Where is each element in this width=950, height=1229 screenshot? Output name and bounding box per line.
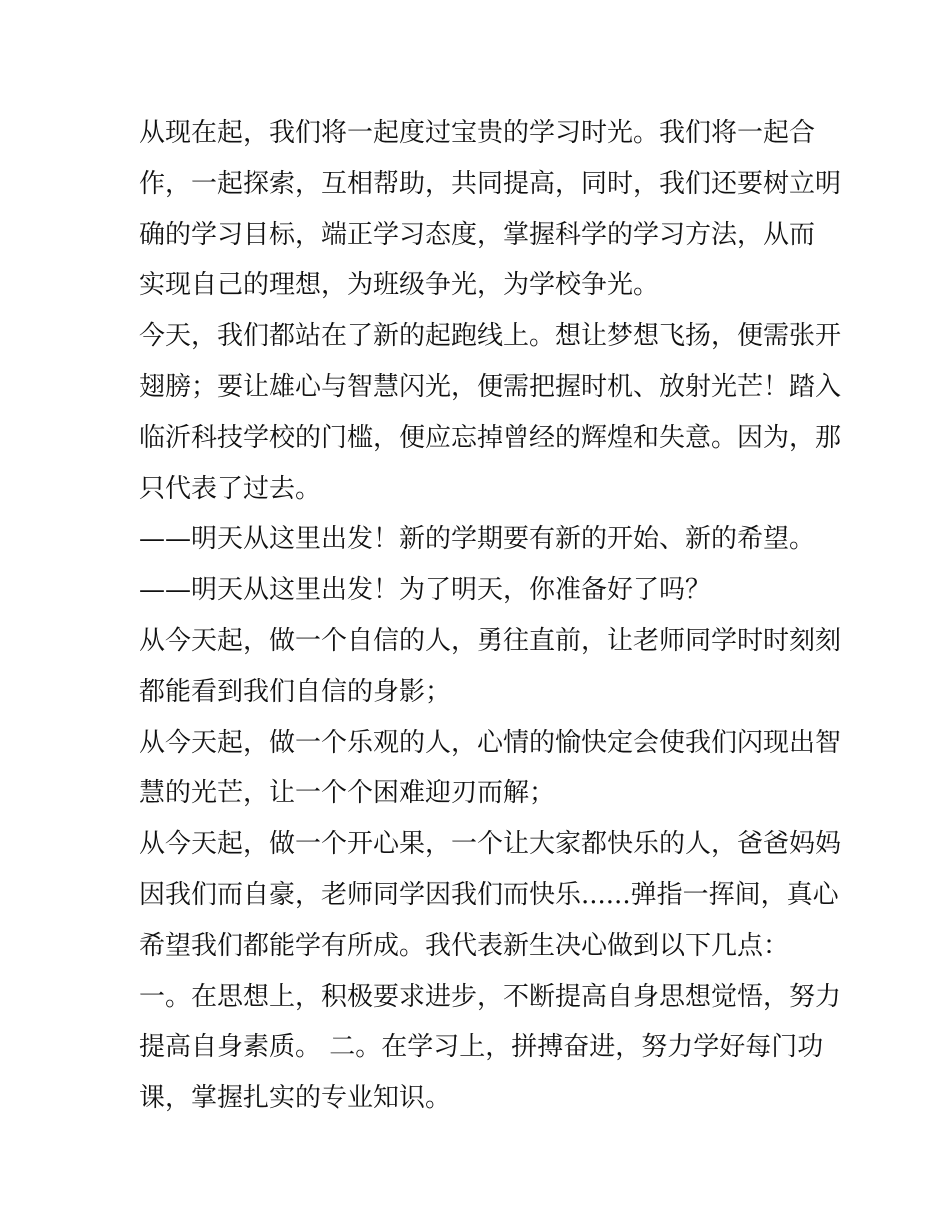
- text-line: 临沂科技学校的门槛，便应忘掉曾经的辉煌和失意。因为，那: [139, 422, 842, 453]
- text-line: 从今天起，做一个自信的人，勇往直前，让老师同学时时刻刻: [139, 625, 842, 656]
- text-line: 课，掌握扎实的专业知识。: [139, 1083, 452, 1114]
- text-line: 希望我们都能学有所成。我代表新生决心做到以下几点：: [139, 930, 790, 961]
- text-line: ——明天从这里出发！为了明天，你准备好了吗？: [139, 575, 712, 606]
- text-line: 只代表了过去。: [139, 473, 322, 504]
- text-line: 作，一起探索，互相帮助，共同提高，同时，我们还要树立明: [139, 168, 842, 199]
- text-line: 从今天起，做一个乐观的人，心情的愉快定会使我们闪现出智: [139, 727, 842, 758]
- text-line: ——明天从这里出发！新的学期要有新的开始、新的希望。: [139, 524, 816, 555]
- text-line: 从现在起，我们将一起度过宝贵的学习时光。我们将一起合: [139, 118, 816, 148]
- text-line: 从今天起，做一个开心果，一个让大家都快乐的人，爸爸妈妈: [139, 829, 842, 860]
- text-line: 确的学习目标，端正学习态度，掌握科学的学习方法，从而: [139, 219, 816, 250]
- text-line: 慧的光芒，让一个个困难迎刃而解；: [139, 778, 556, 809]
- text-line: 都能看到我们自信的身影；: [139, 676, 452, 707]
- text-line: 翅膀；要让雄心与智慧闪光，便需把握时机、放射光芒！踏入: [139, 371, 842, 402]
- text-line: 今天，我们都站在了新的起跑线上。想让梦想飞扬，便需张开: [139, 321, 842, 352]
- text-line: 提高自身素质。 二。在学习上，拼搏奋进，努力学好每门功: [139, 1032, 824, 1063]
- document-body: [139, 108, 842, 1124]
- text-line: 因我们而自豪，老师同学因我们而快乐......弹指一挥间，真心: [139, 879, 839, 910]
- text-line: 实现自己的理想，为班级争光，为学校争光。: [139, 270, 660, 301]
- text-line: 一。在思想上，积极要求进步，不断提高自身思想觉悟，努力: [139, 981, 842, 1012]
